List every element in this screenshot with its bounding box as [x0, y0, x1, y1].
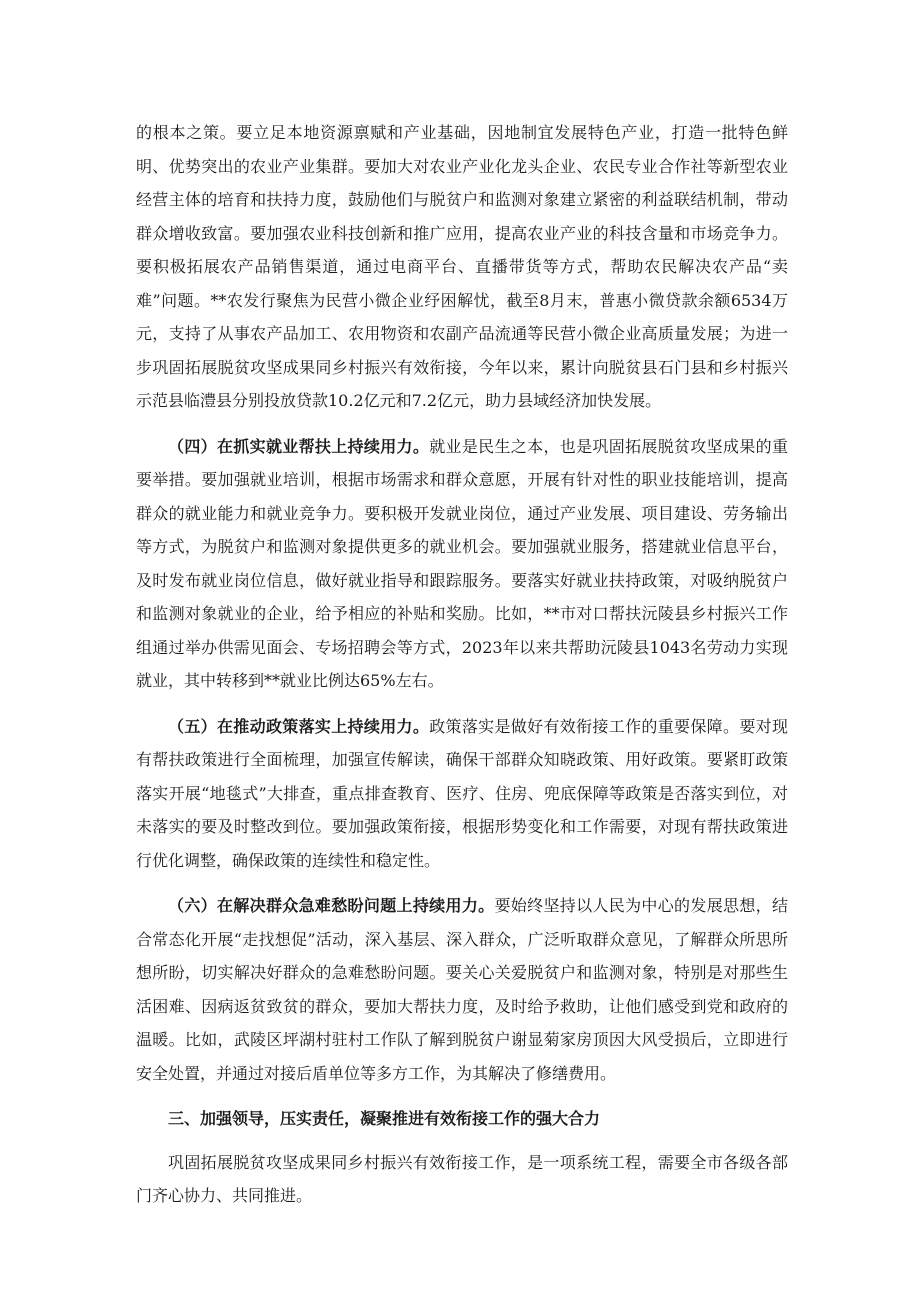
paragraph-employment-support	[136, 430, 788, 698]
section-heading: 三、加强领导，压实责任，凝聚推进有效衔接工作的强大合力	[168, 1109, 601, 1128]
paragraph-continuation	[136, 116, 788, 418]
paragraph-text: 要始终坚持以人民为中心的发展思想，结合常态化开展“走找想促”活动，深入基层、深入群众，广泛听取群众意见，了解群众所思所想所盼，切实解决好群众的急难愁盼问题。要关心关爱脱贫户和监测对象，特别是对那些生活困难、因病返贫致贫的群众，要加大帮扶力度，及时给予救助，让他们感受到党和政府的温暖。比如，武陵区坪湖村驻村工作队了解到脱贫户谢显菊家房顶因大风受损后，立即进行安全处置，并通过对接后盾单位等多方工作，为其解决了修缮费用。	[136, 896, 788, 1083]
paragraph-urgent-needs	[136, 889, 788, 1090]
paragraph-text: 政策落实是做好有效衔接工作的重要保障。要对现有帮扶政策进行全面梳理，加强宣传解读，确保干部群众知晓政策、用好政策。要紧盯政策落实开展“地毯式”大排查，重点排查教育、医疗、住房、兜底保障等政策是否落实到位，对未落实的要及时整改到位。要加强政策衔接，根据形势变化和工作需要，对现有帮扶政策进行优化调整，确保政策的连续性和稳定性。	[136, 716, 788, 870]
paragraph-text: 的根本之策。要立足本地资源禀赋和产业基础，因地制宜发展特色产业，打造一批特色鲜明、优势突出的农业产业集群。要加大对农业产业化龙头企业、农民专业合作社等新型农业经营主体的培育和扶持力度，鼓励他们与脱贫户和监测对象建立紧密的利益联结机制，带动群众增收致富。要加强农业科技创新和推广应用，提高农业产业的科技含量和市场竞争力。要积极拓展农产品销售渠道，通过电商平台、直播带货等方式，帮助农民解决农产品“卖难”问题。**农发行聚焦为民营小微企业纾困解忧，截至8月末，普惠小微贷款余额6534万元，支持了从事农产品加工、农用物资和农副产品流通等民营小微企业高质量发展；为进一步巩固拓展脱贫攻坚成果同乡村振兴有效衔接，今年以来，累计向脱贫县石门县和乡村振兴示范县临澧县分别投放贷款10.2亿元和7.2亿元，助力县域经济加快发展。	[136, 123, 788, 410]
paragraph-lead-heading: （四）在抓实就业帮扶上持续用力。	[168, 436, 430, 456]
document-body	[136, 116, 788, 1225]
closing-paragraph: 巩固拓展脱贫攻坚成果同乡村振兴有效衔接工作，是一项系统工程，需要全市各级各部门齐心协力、共同推进。	[136, 1152, 788, 1205]
paragraph-lead-heading: （六）在解决群众急难愁盼问题上持续用力。	[168, 896, 495, 915]
paragraph-lead-heading: （五）在推动政策落实上持续用力。	[168, 716, 430, 736]
paragraph-text: 就业是民生之本，也是巩固拓展脱贫攻坚成果的重要举措。要加强就业培训，根据市场需求和群众意愿，开展有针对性的职业技能培训，提高群众的就业能力和就业竞争力。要积极开发就业岗位，通过产业发展、项目建设、劳务输出等方式，为脱贫户和监测对象提供更多的就业机会。要加强就业服务，搭建就业信息平台，及时发布就业岗位信息，做好就业指导和跟踪服务。要落实好就业扶持政策，对吸纳脱贫户和监测对象就业的企业，给予相应的补贴和奖励。比如，**市对口帮扶沅陵县乡村振兴工作组通过举办供需见面会、专场招聘会等方式，2023年以来共帮助沅陵县1043名劳动力实现就业，其中转移到**就业比例达65%左右。	[136, 436, 788, 690]
paragraph-policy-implementation	[136, 710, 788, 878]
